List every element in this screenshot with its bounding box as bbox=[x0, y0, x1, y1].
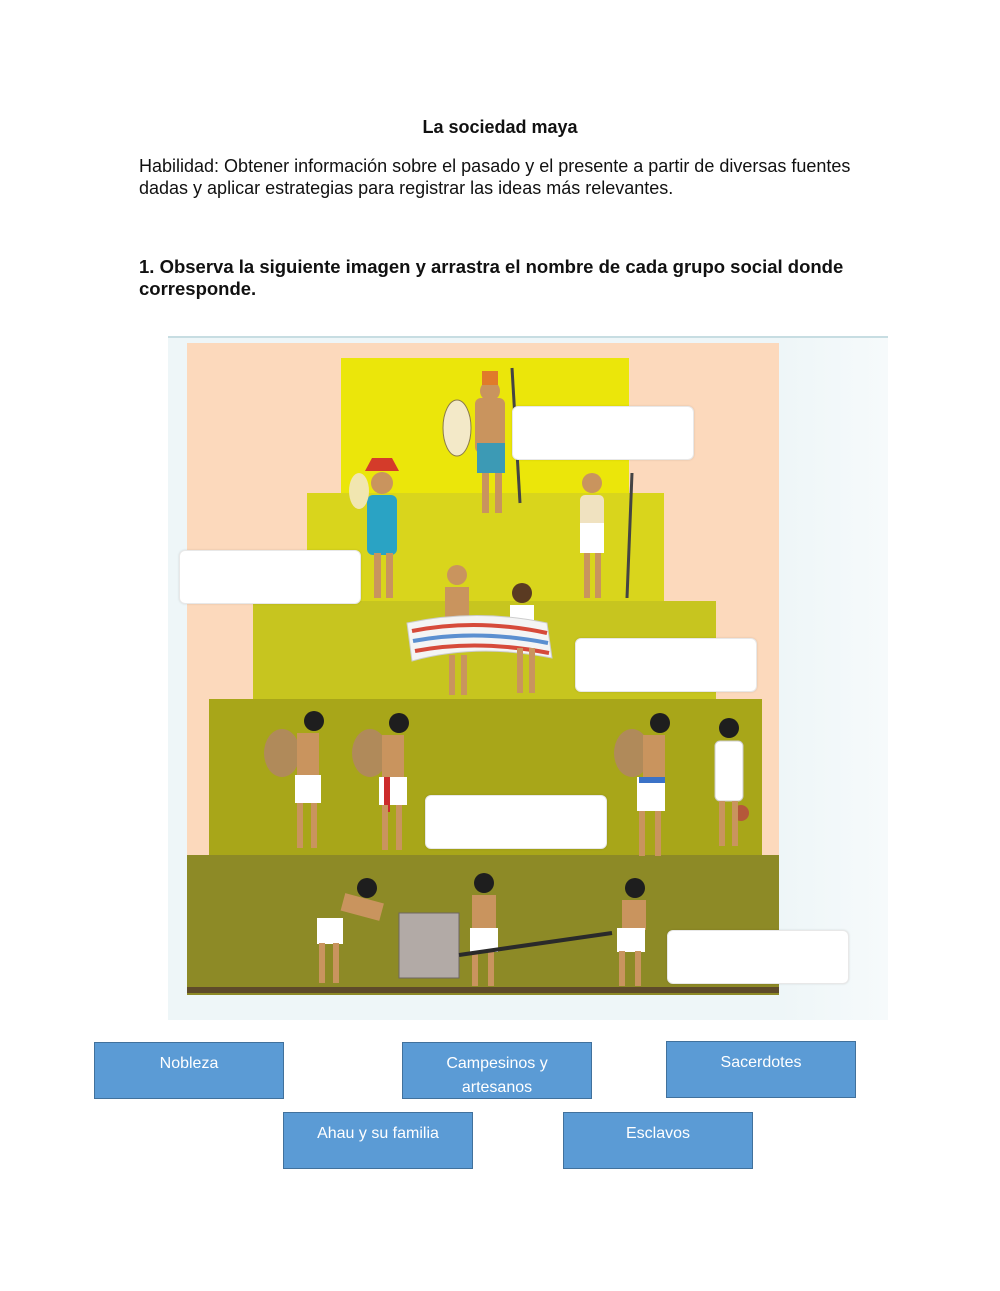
noble-figure-right bbox=[580, 473, 632, 598]
label-ahau-y-su-familia[interactable]: Ahau y su familia bbox=[283, 1112, 473, 1169]
slave-figures bbox=[317, 873, 646, 986]
priest-figures bbox=[407, 565, 552, 695]
worksheet-title: La sociedad maya bbox=[422, 117, 578, 137]
question-text: 1. Observa la siguiente imagen y arrastra el nombre de cada grupo social donde corresponde. bbox=[139, 256, 844, 299]
drop-zone-fourth[interactable] bbox=[425, 795, 607, 849]
label-campesinos-y-artesanos[interactable]: Campesinos y artesanos bbox=[402, 1042, 592, 1099]
label-esclavos[interactable]: Esclavos bbox=[563, 1112, 753, 1169]
skill-text: Habilidad: Obtener información sobre el pasado y el presente a partir de diversas fuentes dadas y aplicar estrategias para registrar las ideas más relevantes. bbox=[139, 156, 851, 198]
label-nobleza[interactable]: Nobleza bbox=[94, 1042, 284, 1099]
drop-zone-top[interactable] bbox=[512, 406, 694, 460]
drop-zone-second-left[interactable] bbox=[179, 550, 361, 604]
ahau-figure bbox=[443, 368, 520, 513]
drop-zone-third-right[interactable] bbox=[575, 638, 757, 692]
drop-zone-bottom[interactable] bbox=[667, 930, 849, 984]
label-sacerdotes[interactable]: Sacerdotes bbox=[666, 1041, 856, 1098]
